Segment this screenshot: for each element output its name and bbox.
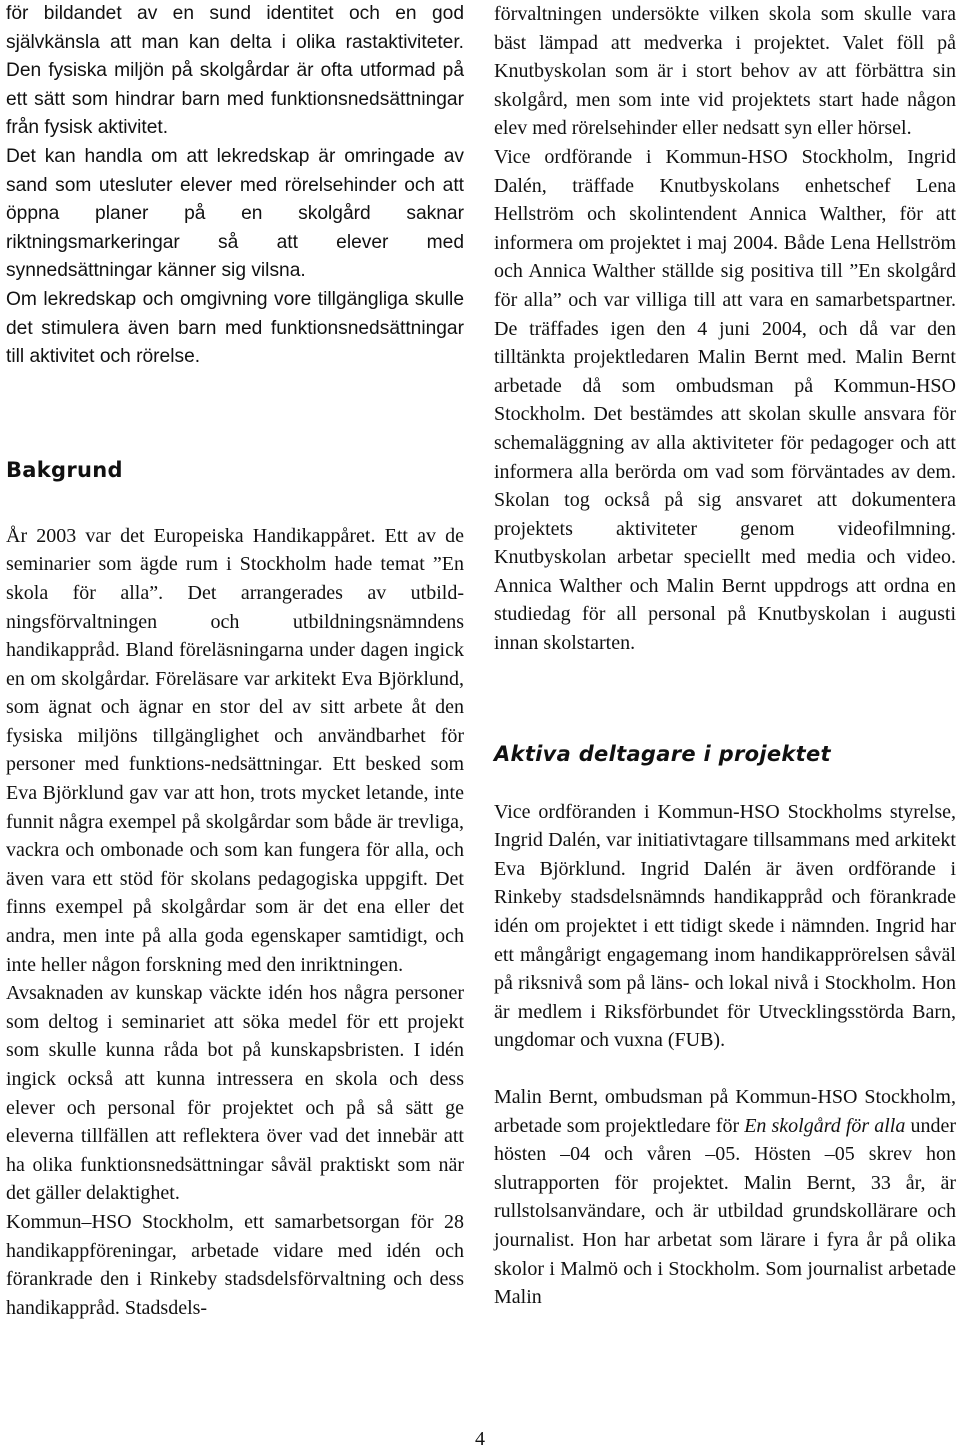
bakgrund-paragraph-2: Avsaknaden av kunskap väckte idén hos några personer som deltog i seminariet att söka medel för ett projekt som skulle kunna råda bot på kunskapsbristen. I idén ingick också att kunna intressera en skola och dess elever och personal för projektet och på så sätt ge eleverna tillfällen att reflektera över vad det innebär att ha olika funktionsnedsättningar såväl praktiskt som när det gäller delaktighet.	[6, 982, 464, 1205]
aktiva-paragraph-1: Vice ordföranden i Kommun-HSO Stockholms styrelse, Ingrid Dalén, var initiativtagare tillsammans med arkitekt Eva Björklund. Ingrid Dalén är även ordförande i Rinkeby stadsdelsnämnds handikappråd och förankrade idén om projektet i ett tidigt skede i nämnden. Ingrid har ett mångårigt engagemang inom handikapprörelsen såväl på riksnivå som på läns- och lokal nivå i Stockholm. Hon är medlem i Riksförbundet för Utvecklingsstörda Barn, ungdomar och vuxna (FUB).	[494, 800, 956, 1052]
intro-paragraph-3: Om lekredskap och omgivning vore tillgängliga skulle det stimulera även barn med funktionsnedsättningar till aktivitet och rörelse.	[6, 288, 464, 368]
bakgrund-section	[6, 522, 464, 1323]
heading-aktiva-deltagare: Aktiva deltagare i projektet	[494, 741, 831, 766]
right-column	[494, 0, 956, 1312]
aktiva-paragraph-2	[494, 1083, 956, 1312]
bakgrund-paragraph-4: Vice ordförande i Kommun-HSO Stockholm, Ingrid Dalén, träffade Knutbyskolans enhetschef Lena Hellström och skolintendent Annica Walther, för att informera om projektet i maj 2004. Både Lena Hellström och Annica Walther ställde sig positiva till ”En skolgård för alla” och var villiga till att vara en samarbetspartner. De träffades igen den 4 juni 2004, och då var den tilltänkta projektledaren Malin Bernt med. Malin Bernt arbetade då som ombudsman på Kommun-HSO Stockholm. Det bestämdes att skolan skulle ansvara för schemaläggning av alla aktiviteter för pedagoger och att informera alla berörda om vad som förväntades av dem. Skolan tog också på sig ansvaret att dokumentera projektets aktiviteter genom videofilmning. Knutbyskolan arbetar speciellt med media och video. Annica Walther och Malin Bernt uppdrogs att ordna en studiedag för all personal på Knutbyskolan i augusti innan skolstarten.	[494, 145, 956, 655]
page-number: 4	[475, 1428, 485, 1450]
bakgrund-paragraph-3-continued: förvaltningen undersökte vilken skola som skulle vara bäst lämpad att medverka i projektet. Valet föll på Knutbyskolan som är i stort behov av att förbättra sin skolgård, men som inte vid projektets start hade någon elev med rörelsehinder eller nedsatt syn eller hörsel.	[494, 3, 956, 140]
intro-paragraph-2: Det kan handla om att lekredskap är omringade av sand som utesluter elever med rörelsehinder och att öppna planer på en skolgård saknar riktningsmarkeringar så att elever med synnedsättningar känner sig vilsna.	[6, 145, 464, 282]
intro-paragraph-1: för bildandet av en sund identitet och en god självkänsla att man kan delta i olika rastaktiviteter. Den fysiska miljön på skolgårdar är ofta utformad på ett sätt som hindrar barn med funktionsnedsättningar från fysisk aktivitet.	[6, 3, 464, 139]
heading-bakgrund: Bakgrund	[6, 457, 123, 482]
project-name-emphasis: En skolgård för alla	[744, 1114, 906, 1137]
bakgrund-paragraph-3: Kommun–HSO Stockholm, ett samarbetsorgan för 28 handikappföreningar, arbetade vidare med idén och förankrade den i Rinkeby stadsdelsförvaltning och dess handikappråd. Stadsdels-	[6, 1210, 464, 1319]
intro-section	[6, 0, 464, 372]
aktiva-paragraph-2-start: Malin Bernt, ombudsman på Kommun-HSO Stockholm, arbetade som projektledare för	[494, 1086, 956, 1137]
left-column	[6, 0, 464, 1322]
aktiva-paragraph-2-end: under hösten –04 och våren –05. Hösten –05 skrev hon slutrapporten för projektet. Malin Bernt, 33 år, är rullstolsanvändare, och är utbildad grundskollärare och journalist. Hon har arbetat som lärare i fyra år på olika skolor i Malmö och i Stockholm. Som journalist arbetade Malin	[494, 1114, 956, 1309]
bakgrund-paragraph-1: År 2003 var det Europeiska Handikappåret. Ett av de seminarier som ägde rum i Stockholm hade temat ”En skola för alla”. Det arrangerades av utbild-ningsförvaltningen och utbildningsnämndens handikappråd. Bland föreläsningarna under dagen ingick en om skolgårdar. Föreläsare var arkitekt Eva Björklund, som ägnat och ägnar en stor del av sitt arbete åt den fysiska miljöns tillgänglighet och användbarhet för personer med funktions-nedsättningar. Ett besked som Eva Björklund gav var att hon, trots mycket letande, inte funnit några exempel på skolgårdar som både är trevliga, vackra och ombonade och som kan fungera för alla, och även vara ett stöd för skolans pedagogiska uppgift. Det finns exempel på skolgårdar som är det ena eller det andra, men inte på alla goda egenskaper samtidigt, och inte heller någon forskning med den inriktningen.	[6, 524, 464, 976]
